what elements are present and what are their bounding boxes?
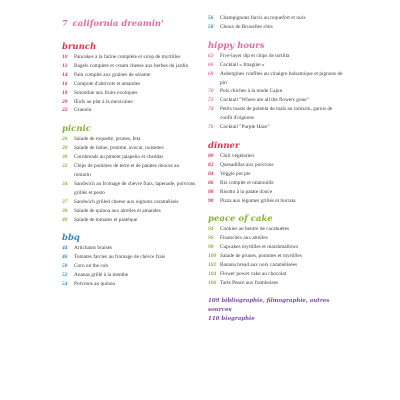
entry-list-peace-of-cake <box>208 225 346 287</box>
recipe-title: Choux de Bruxelles rôtis <box>220 23 273 30</box>
list-item <box>208 52 346 61</box>
list-item <box>208 279 346 288</box>
list-item <box>62 198 196 207</box>
recipe-title: Chips de pommes de terre et de patates douces au romarin <box>74 163 180 178</box>
page-number: 90 <box>208 197 214 204</box>
page-number: 14 <box>62 71 68 78</box>
page-number: 30 <box>62 154 68 161</box>
page-number: 68 <box>208 70 214 77</box>
section-title-hippy-hours: hippy hours <box>208 40 265 51</box>
recipe-title: Risotto à la patate douce <box>220 188 273 195</box>
list-item <box>62 135 196 144</box>
page-number: 32 <box>62 163 68 170</box>
recipe-title: Chili végétarien <box>220 152 254 159</box>
recipe-title: Smoothie aux fruits exotiques <box>74 89 138 96</box>
section-title-bbq: bbq <box>62 233 80 244</box>
biography-line: 110 biographie <box>208 315 255 322</box>
recipe-title: Quesadillas aux poivrons <box>220 161 274 168</box>
list-item <box>208 96 346 105</box>
list-item <box>62 144 196 153</box>
entry-list-brunch <box>62 53 196 115</box>
page-number: 62 <box>208 52 214 59</box>
recipe-title: Cocktail "Purple Haze" <box>220 124 270 131</box>
recipe-title: Veggie pot pie <box>220 170 251 177</box>
recipe-title: Salade de roquette, prunes, feta <box>74 136 141 143</box>
page-number: 22 <box>62 107 68 114</box>
page-number: 98 <box>208 244 214 251</box>
recipe-title: Financiers aux airelles <box>220 235 268 242</box>
list-item <box>62 89 196 98</box>
recipe-title: Riz complet et ratatouille <box>220 179 274 186</box>
entry-list-picnic <box>62 135 196 224</box>
list-item <box>62 271 196 280</box>
page-number: 94 <box>208 226 214 233</box>
list-item <box>62 98 196 107</box>
page-number: 56 <box>208 15 214 21</box>
list-item <box>62 262 196 271</box>
list-item <box>208 87 346 96</box>
page-number: 72 <box>208 97 214 104</box>
list-item <box>62 207 196 216</box>
list-item <box>208 261 346 270</box>
page-number: 100 <box>208 253 217 260</box>
page-number: 82 <box>208 161 214 168</box>
recipe-title: Tomates farcies au fromage de chèvre frais <box>74 254 166 261</box>
chapter-title: california dreamin' <box>72 19 164 29</box>
page-number: 40 <box>62 216 68 223</box>
list-item <box>62 162 196 180</box>
right-column <box>208 14 346 332</box>
page-number: 44 <box>62 245 68 252</box>
list-item <box>208 70 346 88</box>
recipe-title: Cocktail "Where are all the flowers gone" <box>220 97 309 104</box>
recipe-title: Artichauts braisés <box>74 245 113 252</box>
page-number: 38 <box>62 207 68 214</box>
page-number: 76 <box>208 124 214 131</box>
page-number: 96 <box>208 235 214 242</box>
recipe-title: Salade de laitue, pomme, avocat, noisettes <box>74 145 164 152</box>
recipe-title: Sandwich grilled cheese aux oignons caramélisés <box>74 198 179 205</box>
section-bibliography <box>208 297 346 324</box>
list-item <box>208 188 346 197</box>
chapter-heading <box>62 18 196 29</box>
page-number: 16 <box>62 80 68 87</box>
section-bbq <box>62 233 196 289</box>
entry-list-hippy-hours <box>208 52 346 132</box>
list-item <box>62 216 196 225</box>
list-item <box>208 105 346 123</box>
recipe-title: Pizza aux légumes grillés et burrata <box>220 197 296 204</box>
list-item <box>62 153 196 162</box>
page-number: 104 <box>208 270 217 277</box>
entry-list-bbq <box>62 244 196 289</box>
chapter-number: 7 <box>62 18 68 28</box>
recipe-title: Cookies au beurre de cacahuètes <box>220 226 290 233</box>
page-number: 106 <box>208 279 217 286</box>
page-number: 86 <box>208 179 214 186</box>
section-brunch <box>62 42 196 115</box>
recipe-title: Poivrons au quinoa <box>74 281 115 288</box>
recipe-title: Cornbreads au piment jalapeño et cheddar <box>74 154 164 161</box>
page-number: 52 <box>62 272 68 279</box>
page-number: 80 <box>208 152 214 159</box>
recipe-title: Salade de prunes, pommes et myrtilles <box>220 253 302 260</box>
page-number: 84 <box>208 170 214 177</box>
list-item <box>62 71 196 80</box>
list-item <box>208 152 346 161</box>
page-number: 70 <box>208 88 214 95</box>
recipe-title: Salade de tomates et pastèque <box>74 216 138 223</box>
list-item <box>62 53 196 62</box>
page-number: 12 <box>62 62 68 69</box>
section-peace-of-cake <box>208 214 346 287</box>
list-item <box>62 244 196 253</box>
recipe-title: Granola <box>74 107 92 114</box>
entry-list-bbq-continued <box>208 14 346 32</box>
page-number: 54 <box>62 281 68 288</box>
bibliography-line: 109 bibliographie, filmographie, autres sources <box>208 297 330 313</box>
page-number: 66 <box>208 61 214 68</box>
list-item <box>208 23 346 32</box>
list-item <box>62 80 196 89</box>
recipe-title: Aubergines confites au vinaigre balsamique et pignons de pin <box>220 70 343 86</box>
section-title-picnic: picnic <box>62 124 91 135</box>
section-dinner <box>208 141 346 205</box>
list-item <box>62 62 196 71</box>
recipe-title: Champignons farcis au roquefort et noix <box>220 15 306 21</box>
section-title-peace-of-cake: peace of cake <box>208 214 273 225</box>
recipe-title: Pain complet aux graines de sésame <box>74 71 151 78</box>
recipe-title: Cocktail « Imagine » <box>220 61 265 68</box>
section-picnic <box>62 124 196 224</box>
page-number: 18 <box>62 89 68 96</box>
entry-list-dinner <box>208 152 346 205</box>
recipe-title: Petits toasts de polenta de maïs au romarin, garnis de confit d'oignons <box>220 106 333 122</box>
recipe-title: Œufs au plat à la mexicaine <box>74 98 133 105</box>
page-number: 20 <box>62 98 68 105</box>
section-hippy-hours <box>208 41 346 132</box>
section-title-dinner: dinner <box>208 140 240 151</box>
recipe-title: Compote d'abricots et amandes <box>74 80 141 87</box>
list-item <box>208 243 346 252</box>
list-item <box>208 161 346 170</box>
section-bbq-continued <box>208 14 346 32</box>
page-number: 88 <box>208 188 214 195</box>
page-number: 46 <box>62 254 68 261</box>
list-item <box>62 106 196 115</box>
recipe-title: Bagels complets et cream cheese aux herbes du jardin <box>74 62 189 69</box>
recipe-title: Flower power cake au chocolat <box>220 270 287 277</box>
page-number: 28 <box>62 145 68 152</box>
list-item <box>208 197 346 206</box>
list-item <box>208 252 346 261</box>
recipe-title: Cupcakes myrtilles et marshmallows <box>220 244 299 251</box>
list-item <box>208 234 346 243</box>
page-number: 37 <box>62 198 68 205</box>
page-number: 10 <box>62 54 68 60</box>
left-column <box>62 14 196 298</box>
page-number: 50 <box>62 263 68 270</box>
page-number: 58 <box>208 23 214 30</box>
recipe-title: Pancakes à la farine complète et sirop de myrtilles <box>74 54 181 60</box>
list-item <box>62 180 196 198</box>
recipe-title: Pois chiches à la mode Cajun <box>220 88 283 95</box>
list-item <box>208 61 346 70</box>
page-number: 34 <box>62 180 68 187</box>
recipe-title: Five-layer dip et chips de tortilla <box>220 52 290 59</box>
page-number: 102 <box>208 262 217 269</box>
section-title-brunch: brunch <box>62 42 97 52</box>
recipe-title: Sandwich au fromage de chèvre frais, tapenade, poivrons grillés et pesto <box>74 180 196 196</box>
recipe-title: Corn on the cob <box>74 263 108 270</box>
list-item <box>208 170 346 179</box>
page-number: 74 <box>208 106 214 113</box>
list-item <box>62 280 196 289</box>
recipe-title: Banana bread aux noix caramélisées <box>220 262 298 269</box>
list-item <box>208 270 346 279</box>
recipe-title: Tarte Peace aux framboises <box>220 279 279 286</box>
list-item <box>62 253 196 262</box>
list-item <box>208 225 346 234</box>
recipe-title: Salade de quinoa aux airelles et amandes <box>74 207 161 214</box>
list-item <box>208 14 346 23</box>
recipe-title: Ananas grillé à la menthe <box>74 272 129 279</box>
page-number: 26 <box>62 136 68 143</box>
list-item <box>208 179 346 188</box>
list-item <box>208 123 346 132</box>
